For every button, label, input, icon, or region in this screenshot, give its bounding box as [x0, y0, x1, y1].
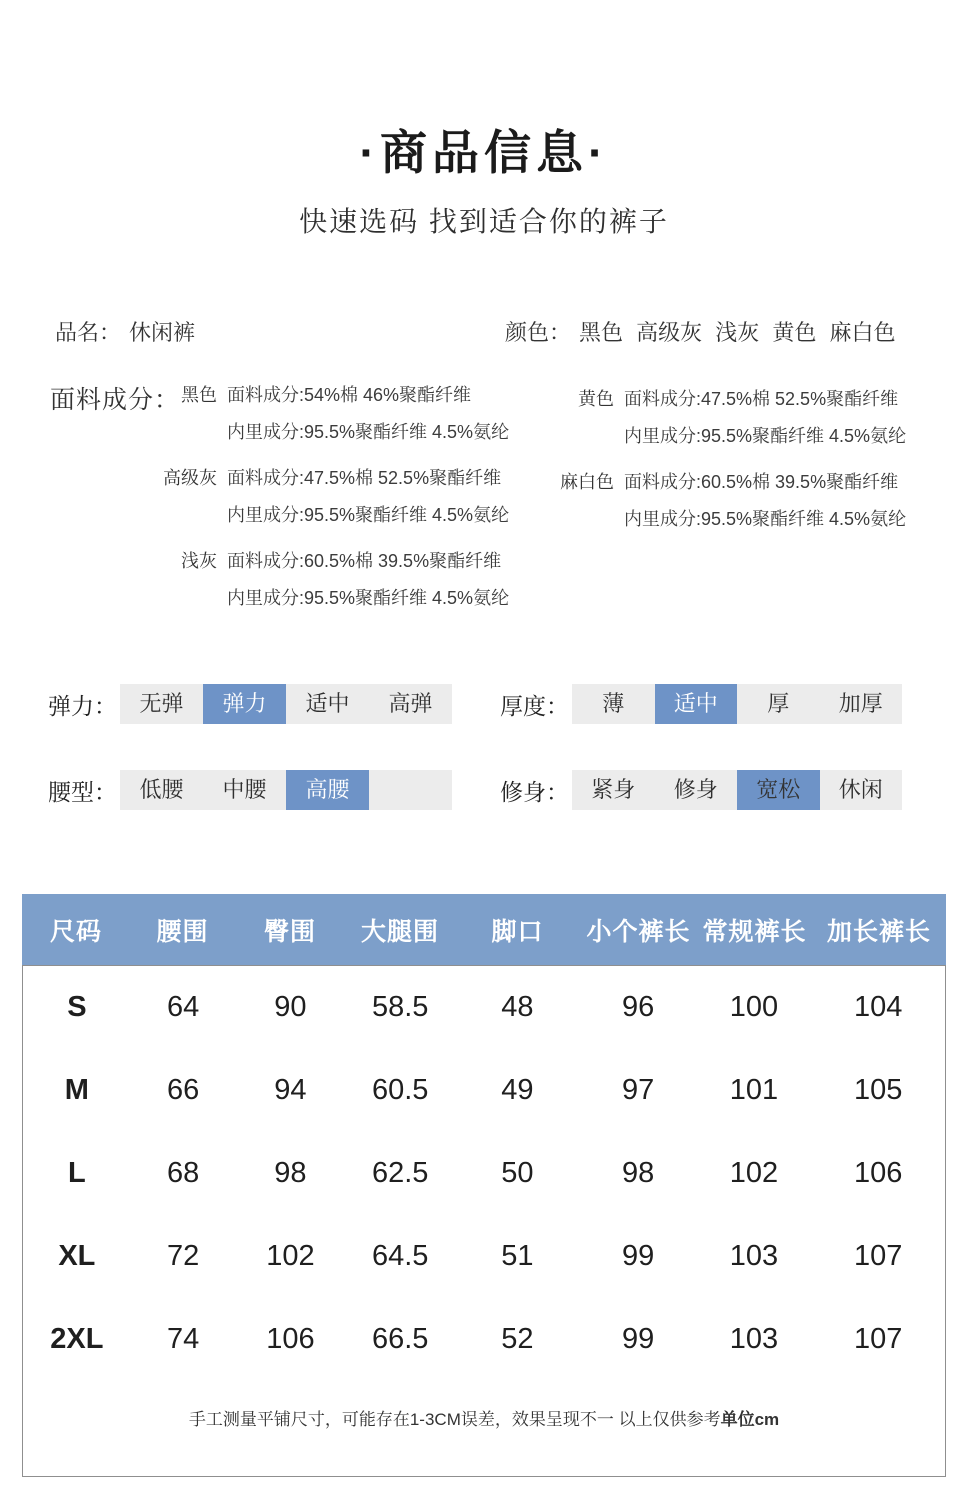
attribute-thickness-label: 厚度： [500, 692, 569, 719]
fabric-entry-linen-white [548, 464, 906, 538]
measurement-cell: 60.5 [371, 1074, 429, 1106]
measurement-cell: 64.5 [371, 1240, 429, 1272]
measurement-cell: 64 [167, 991, 200, 1023]
measurement-cell: 102 [729, 1157, 779, 1189]
option-no-stretch: 无弹 [139, 691, 184, 716]
thickness-option-bar [572, 684, 902, 724]
fabric-shell-text: 面料成分:60.5%棉 39.5%聚酯纤维 [227, 551, 502, 571]
fabric-composition-label: 面料成分： [50, 386, 181, 414]
attribute-fit-label: 修身： [500, 778, 569, 805]
measurement-cell: 103 [729, 1323, 779, 1355]
attribute-elasticity-label: 弹力： [48, 692, 117, 719]
fabric-entry-premium-grey [157, 460, 509, 534]
option-casual-fit: 休闲 [838, 777, 883, 802]
column-header-size: 尺码 [49, 917, 102, 946]
size-table-header [22, 894, 946, 965]
product-name-row [55, 316, 195, 347]
measurement-cell: 104 [853, 991, 903, 1023]
column-header-hip: 臀围 [263, 917, 316, 946]
disclaimer-text: 手工测量平铺尺寸，可能存在1-3CM误差，效果呈现不一 以上仅供参考 [188, 1410, 721, 1429]
fabric-column-right [548, 381, 906, 547]
product-name-value: 休闲裤 [129, 320, 196, 345]
table-row-xl [23, 1215, 945, 1298]
column-header-regular-length: 常规裤长 [702, 917, 807, 946]
fabric-column-left [157, 377, 509, 626]
measurement-cell: 68 [167, 1157, 200, 1189]
option-low-waist: 低腰 [139, 777, 184, 802]
measurement-cell: 99 [622, 1240, 655, 1272]
attribute-thickness [500, 684, 902, 724]
fabric-shell-text: 面料成分:54%棉 46%聚酯纤维 [227, 385, 472, 405]
fabric-lining-text: 内里成分:95.5%聚酯纤维 4.5%氨纶 [624, 426, 907, 446]
product-name-label: 品名： [55, 320, 122, 345]
measurement-cell: 98 [622, 1157, 655, 1189]
measurement-cell: 62.5 [371, 1157, 429, 1189]
measurement-cell: 99 [622, 1323, 655, 1355]
measurement-cell: 97 [622, 1074, 655, 1106]
measurement-cell: 98 [274, 1157, 307, 1189]
measurement-cell: 106 [853, 1157, 903, 1189]
product-color-row [505, 316, 895, 347]
column-header-leg-opening: 脚口 [491, 917, 544, 946]
waist-option-bar [120, 770, 452, 810]
fabric-shell-text: 面料成分:47.5%棉 52.5%聚酯纤维 [624, 389, 899, 409]
option-medium-stretch: 适中 [305, 691, 350, 716]
measurement-cell: 105 [853, 1074, 903, 1106]
size-cell: L [68, 1157, 86, 1189]
fabric-entry-black [157, 377, 509, 451]
option-medium-thickness-selected: 适中 [655, 684, 738, 724]
fabric-color-name: 浅灰 [181, 551, 217, 571]
fabric-lining-text: 内里成分:95.5%聚酯纤维 4.5%氨纶 [227, 588, 510, 608]
table-row-m [23, 1049, 945, 1132]
measurement-cell: 103 [729, 1240, 779, 1272]
attribute-waist-type [48, 770, 452, 810]
fabric-entry-light-grey [157, 543, 509, 617]
fabric-lining-text: 内里成分:95.5%聚酯纤维 4.5%氨纶 [624, 509, 907, 529]
column-header-waist: 腰围 [156, 917, 209, 946]
option-thick: 厚 [767, 691, 790, 716]
unit-label: 单位cm [720, 1410, 780, 1429]
option-thin: 薄 [602, 691, 625, 716]
size-cell: S [67, 991, 87, 1023]
color-values: 黑色 高级灰 浅灰 黄色 麻白色 [579, 320, 896, 345]
measurement-cell: 96 [622, 991, 655, 1023]
table-row-s [23, 966, 945, 1049]
column-header-short-length: 小个裤长 [586, 917, 691, 946]
attribute-waist-label: 腰型： [48, 778, 117, 805]
size-cell: M [64, 1074, 89, 1106]
measurement-cell: 49 [501, 1074, 534, 1106]
fabric-color-name: 麻白色 [560, 472, 614, 492]
measurement-cell: 107 [853, 1323, 903, 1355]
measurement-disclaimer [23, 1405, 945, 1430]
measurement-cell: 52 [501, 1323, 534, 1355]
measurement-cell: 66.5 [371, 1323, 429, 1355]
measurement-cell: 66 [167, 1074, 200, 1106]
option-loose-fit-selected: 宽松 [737, 770, 820, 810]
measurement-cell: 106 [266, 1323, 315, 1355]
fabric-lining-text: 内里成分:95.5%聚酯纤维 4.5%氨纶 [227, 505, 510, 525]
page-subtitle: 快速选码 找到适合你的裤子 [299, 206, 669, 237]
measurement-cell: 74 [167, 1323, 200, 1355]
fabric-color-name: 高级灰 [163, 468, 217, 488]
option-extra-thick: 加厚 [838, 691, 883, 716]
measurement-cell: 48 [501, 991, 534, 1023]
measurement-cell: 90 [274, 991, 307, 1023]
option-bar-spacer [369, 770, 452, 810]
fit-option-bar [572, 770, 902, 810]
attribute-fit [500, 770, 902, 810]
option-stretch-selected: 弹力 [203, 684, 286, 724]
fabric-color-name: 黄色 [578, 389, 614, 409]
column-header-long-length: 加长裤长 [826, 917, 931, 946]
fabric-shell-text: 面料成分:60.5%棉 39.5%聚酯纤维 [624, 472, 899, 492]
measurement-cell: 101 [729, 1074, 779, 1106]
size-table-body [22, 965, 946, 1477]
measurement-cell: 51 [501, 1240, 534, 1272]
measurement-cell: 94 [274, 1074, 307, 1106]
measurement-cell: 58.5 [371, 991, 429, 1023]
measurement-cell: 72 [167, 1240, 200, 1272]
measurement-cell: 102 [266, 1240, 315, 1272]
option-mid-waist: 中腰 [222, 777, 267, 802]
measurement-cell: 107 [853, 1240, 903, 1272]
fabric-color-name: 黑色 [181, 385, 217, 405]
size-cell: XL [58, 1240, 96, 1272]
fabric-shell-text: 面料成分:47.5%棉 52.5%聚酯纤维 [227, 468, 502, 488]
option-high-waist-selected: 高腰 [286, 770, 369, 810]
fabric-lining-text: 内里成分:95.5%聚酯纤维 4.5%氨纶 [227, 422, 510, 442]
option-tight-fit: 紧身 [591, 777, 636, 802]
attribute-elasticity [48, 684, 452, 724]
table-row-2xl [23, 1298, 945, 1381]
column-header-thigh: 大腿围 [360, 917, 439, 946]
measurement-cell: 50 [501, 1157, 534, 1189]
size-cell: 2XL [50, 1323, 104, 1355]
table-row-l [23, 1132, 945, 1215]
option-slim-fit: 修身 [673, 777, 718, 802]
fabric-entry-yellow [548, 381, 906, 455]
color-label: 颜色： [505, 320, 572, 345]
page-title: ·商品信息· [359, 126, 609, 179]
option-high-stretch: 高弹 [388, 691, 433, 716]
elasticity-option-bar [120, 684, 452, 724]
measurement-cell: 100 [729, 991, 779, 1023]
